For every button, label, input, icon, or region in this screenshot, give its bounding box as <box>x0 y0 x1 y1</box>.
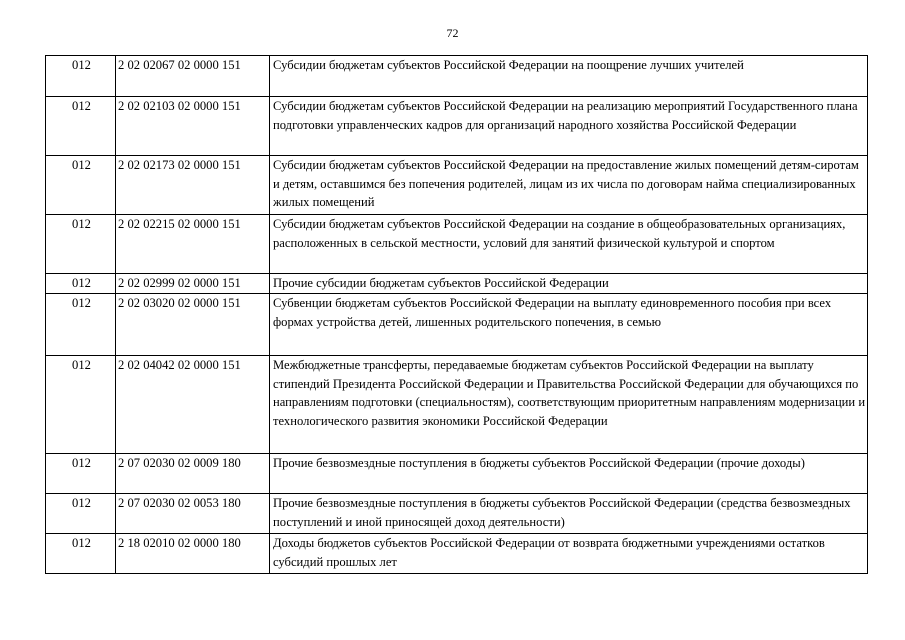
table-row <box>46 534 868 574</box>
admin-code-cell: 012 <box>46 97 116 156</box>
table-row <box>46 294 868 356</box>
table-row <box>46 215 868 274</box>
description-cell: Прочие безвозмездные поступления в бюджеты субъектов Российской Федерации (прочие доходы) <box>270 454 868 494</box>
description-cell: Субвенции бюджетам субъектов Российской Федерации на выплату единовременного пособия при всех формах устройства детей, лишенных родительского попечения, в семью <box>270 294 868 356</box>
budget-code-cell: 2 07 02030 02 0053 180 <box>116 494 270 534</box>
admin-code-cell: 012 <box>46 454 116 494</box>
description-cell: Прочие безвозмездные поступления в бюджеты субъектов Российской Федерации (средства безвозмездных поступлений и иной приносящей доход деятельности) <box>270 494 868 534</box>
admin-code-cell: 012 <box>46 494 116 534</box>
admin-code-cell: 012 <box>46 156 116 215</box>
admin-code-cell: 012 <box>46 215 116 274</box>
description-cell: Доходы бюджетов субъектов Российской Федерации от возврата бюджетными учреждениями остатков субсидий прошлых лет <box>270 534 868 574</box>
table-row <box>46 156 868 215</box>
budget-code-cell: 2 02 03020 02 0000 151 <box>116 294 270 356</box>
admin-code-cell: 012 <box>46 356 116 454</box>
budget-code-cell: 2 02 04042 02 0000 151 <box>116 356 270 454</box>
budget-code-cell: 2 02 02999 02 0000 151 <box>116 274 270 294</box>
description-cell: Субсидии бюджетам субъектов Российской Федерации на поощрение лучших учителей <box>270 56 868 97</box>
budget-code-cell: 2 02 02103 02 0000 151 <box>116 97 270 156</box>
budget-code-cell: 2 02 02067 02 0000 151 <box>116 56 270 97</box>
description-cell: Межбюджетные трансферты, передаваемые бюджетам субъектов Российской Федерации на выплату стипендий Президента Российской Федерации и Правительства Российской Федерации для обучающихся по направлениям подготовки (специальностям), соответствующим приоритетным направлениям модернизации и технологического развития экономики Российской Федерации <box>270 356 868 454</box>
budget-code-cell: 2 02 02215 02 0000 151 <box>116 215 270 274</box>
description-cell: Субсидии бюджетам субъектов Российской Федерации на создание в общеобразовательных организациях, расположенных в сельской местности, условий для занятий физической культурой и спортом <box>270 215 868 274</box>
description-cell: Субсидии бюджетам субъектов Российской Федерации на предоставление жилых помещений детям-сиротам и детям, оставшимся без попечения родителей, лицам из их числа по договорам найма специализированных жилых помещений <box>270 156 868 215</box>
page-number: 72 <box>446 26 459 40</box>
table-row <box>46 97 868 156</box>
table-row <box>46 494 868 534</box>
budget-code-cell: 2 07 02030 02 0009 180 <box>116 454 270 494</box>
admin-code-cell: 012 <box>46 56 116 97</box>
table-row <box>46 356 868 454</box>
admin-code-cell: 012 <box>46 534 116 574</box>
budget-codes-table <box>45 55 868 574</box>
admin-code-cell: 012 <box>46 274 116 294</box>
admin-code-cell: 012 <box>46 294 116 356</box>
description-cell: Прочие субсидии бюджетам субъектов Российской Федерации <box>270 274 868 294</box>
description-cell: Субсидии бюджетам субъектов Российской Федерации на реализацию мероприятий Государственного плана подготовки управленческих кадров для организаций народного хозяйства Российской Федерации <box>270 97 868 156</box>
budget-code-cell: 2 02 02173 02 0000 151 <box>116 156 270 215</box>
table-row <box>46 454 868 494</box>
budget-code-cell: 2 18 02010 02 0000 180 <box>116 534 270 574</box>
table-row <box>46 56 868 97</box>
table-row <box>46 274 868 294</box>
